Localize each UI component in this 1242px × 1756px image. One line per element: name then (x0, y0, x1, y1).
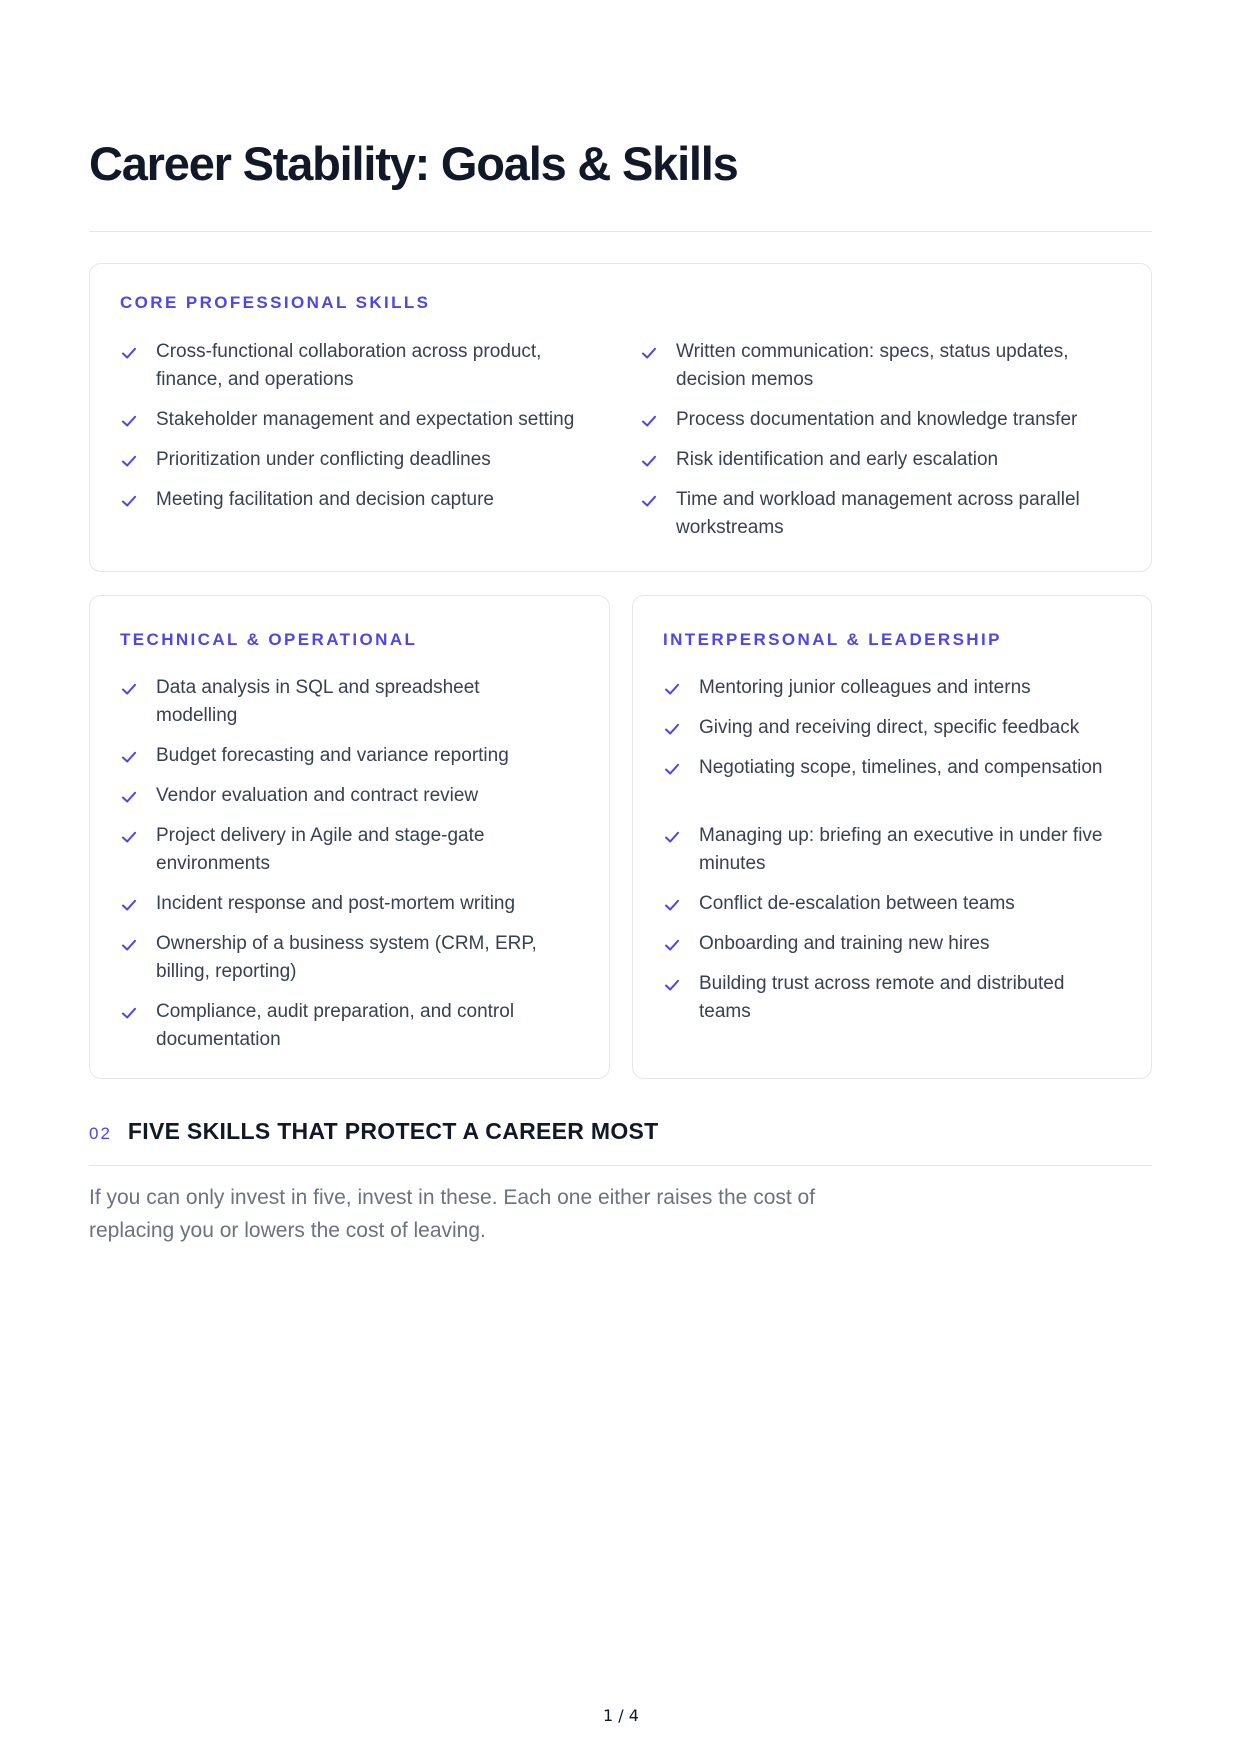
title-divider (89, 231, 1152, 232)
list-item-text: Data analysis in SQL and spreadsheet modelling (156, 677, 480, 726)
page-title: Career Stability: Goals & Skills (89, 137, 738, 190)
check-icon (120, 492, 138, 510)
list-item (663, 822, 1113, 878)
list-item-text: Time and workload management across parallel workstreams (676, 489, 1080, 538)
list-item-text: Compliance, audit preparation, and control documentation (156, 1001, 515, 1050)
check-icon (120, 412, 138, 430)
list-item (120, 930, 560, 986)
interpersonal-skills-card (632, 595, 1152, 1079)
check-icon (663, 976, 681, 994)
list-item (120, 742, 560, 770)
check-icon (120, 788, 138, 806)
technical-skills-heading: TECHNICAL & OPERATIONAL (120, 630, 418, 649)
list-item (640, 338, 1130, 394)
list-item (120, 822, 560, 878)
list-item (663, 674, 1113, 702)
list-item-text: Negotiating scope, timelines, and compensation (699, 757, 1103, 778)
list-item-text: Cross-functional collaboration across product, finance, and operations (156, 341, 542, 390)
check-icon (640, 344, 658, 362)
check-icon (663, 828, 681, 846)
page-number: 1 / 4 (603, 1706, 639, 1725)
check-icon (640, 452, 658, 470)
section-heading (89, 1118, 659, 1145)
list-item-text: Incident response and post-mortem writing (156, 893, 516, 914)
check-icon (120, 680, 138, 698)
check-icon (663, 936, 681, 954)
list-item (120, 674, 560, 730)
list-item (120, 998, 560, 1054)
list-item-text: Giving and receiving direct, specific feedback (699, 717, 1080, 738)
list-item (120, 446, 590, 474)
list-item (663, 930, 1113, 958)
core-skills-heading: CORE PROFESSIONAL SKILLS (120, 293, 431, 312)
list-item-text: Process documentation and knowledge transfer (676, 409, 1078, 430)
check-icon (663, 720, 681, 738)
list-item (640, 406, 1130, 434)
list-item-text: Vendor evaluation and contract review (156, 785, 479, 806)
list-item (120, 338, 590, 394)
check-icon (120, 828, 138, 846)
check-icon (663, 896, 681, 914)
check-icon (120, 936, 138, 954)
check-icon (120, 344, 138, 362)
list-item (640, 446, 1130, 474)
list-item-text: Onboarding and training new hires (699, 933, 990, 954)
section-divider (89, 1165, 1152, 1166)
list-item (120, 486, 590, 514)
list-item (663, 754, 1113, 782)
section-number: 02 (89, 1124, 112, 1143)
list-item-text: Prioritization under conflicting deadlines (156, 449, 491, 470)
check-icon (120, 748, 138, 766)
list-item-text: Risk identification and early escalation (676, 449, 999, 470)
list-item-text: Meeting facilitation and decision capture (156, 489, 494, 510)
technical-skills-card (89, 595, 610, 1079)
check-icon (120, 1004, 138, 1022)
section-lead-paragraph: If you can only invest in five, invest in these. Each one either raises the cost of replacing you or lowers the cost of leaving. (89, 1186, 816, 1242)
list-item-text: Managing up: briefing an executive in under five minutes (699, 825, 1103, 874)
list-item (663, 890, 1113, 918)
core-skills-card (89, 263, 1152, 572)
list-item-text: Project delivery in Agile and stage-gate environments (156, 825, 485, 874)
list-item (640, 486, 1130, 542)
list-item (663, 970, 1113, 1026)
list-item (120, 406, 590, 434)
list-item (663, 714, 1113, 742)
list-item (120, 782, 560, 810)
list-item-text: Stakeholder management and expectation setting (156, 409, 575, 430)
list-item-text: Ownership of a business system (CRM, ERP, billing, reporting) (156, 933, 537, 982)
list-item-text: Building trust across remote and distributed teams (699, 973, 1065, 1022)
list-item-text: Conflict de-escalation between teams (699, 893, 1015, 914)
check-icon (640, 412, 658, 430)
list-item-text: Written communication: specs, status updates, decision memos (676, 341, 1069, 390)
list-item-text: Mentoring junior colleagues and interns (699, 677, 1031, 698)
check-icon (640, 492, 658, 510)
check-icon (663, 680, 681, 698)
list-item (120, 890, 560, 918)
interpersonal-skills-heading: INTERPERSONAL & LEADERSHIP (663, 630, 1002, 649)
list-item-text: Budget forecasting and variance reporting (156, 745, 509, 766)
section-title: FIVE SKILLS THAT PROTECT A CAREER MOST (127, 1118, 659, 1144)
check-icon (120, 896, 138, 914)
check-icon (120, 452, 138, 470)
check-icon (663, 760, 681, 778)
